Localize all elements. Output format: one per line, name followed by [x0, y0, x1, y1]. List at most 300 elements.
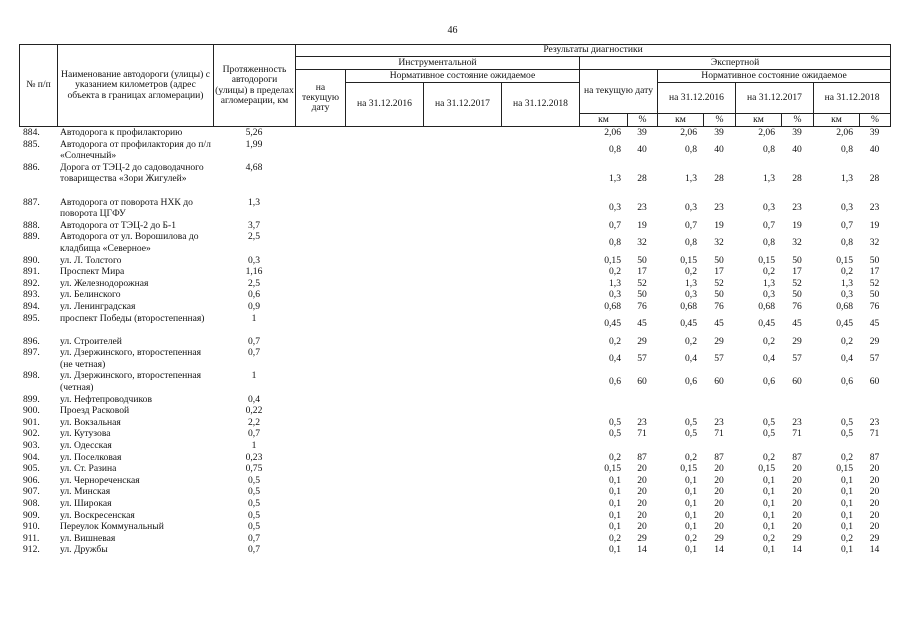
- exp-2018-pct: [859, 440, 890, 452]
- exp-current-pct: [627, 405, 657, 417]
- instr-2017: [423, 428, 501, 440]
- exp-2018-pct: 19: [869, 219, 880, 231]
- instr-2018: [501, 510, 579, 522]
- table-row: [19, 139, 890, 162]
- exp-current-pct: 29: [637, 532, 647, 544]
- exp-2018-km: 0,68: [836, 300, 853, 312]
- road-length: 0,5: [248, 474, 260, 486]
- instr-2017: [423, 452, 501, 464]
- exp-current-km: [579, 394, 627, 406]
- exp-2018-pct: 20: [869, 521, 880, 533]
- table-header: [19, 44, 891, 127]
- instr-2017: [423, 278, 501, 290]
- exp-2016-km: 0,15: [680, 254, 697, 266]
- instr-2018: [501, 428, 579, 440]
- exp-2016-pct: [703, 440, 735, 452]
- row-number: 888.: [23, 219, 40, 231]
- exp-current-pct: 50: [637, 254, 647, 266]
- table-row: [19, 452, 890, 464]
- instr-2018: [501, 475, 579, 487]
- header-exp-current: на текущую дату: [580, 70, 658, 114]
- instr-current: [295, 428, 345, 440]
- exp-2017-pct: 14: [792, 544, 802, 556]
- road-length: 0,5: [248, 486, 260, 498]
- instr-2016: [345, 544, 423, 556]
- road-length: 1: [251, 440, 257, 452]
- exp-2017-km: 0,1: [763, 474, 775, 486]
- exp-2017-km: [735, 405, 781, 417]
- exp-2018-km: 0,8: [841, 237, 853, 249]
- exp-current-km: 0,1: [609, 544, 621, 556]
- road-length: 3,7: [248, 219, 260, 231]
- instr-current: [295, 139, 345, 162]
- road-name: ул. Минская: [60, 486, 111, 498]
- row-number: 893.: [23, 289, 40, 301]
- road-name: ул. Вишневая: [60, 532, 116, 544]
- exp-current-km: 0,1: [609, 509, 621, 521]
- exp-current-km: [579, 405, 627, 417]
- exp-2018-pct: [859, 405, 890, 417]
- exp-2017-km: 0,68: [758, 300, 775, 312]
- instr-2017: [423, 405, 501, 417]
- instr-2016: [345, 498, 423, 510]
- instr-2016: [345, 417, 423, 429]
- exp-2018-km: 0,2: [841, 451, 853, 463]
- exp-2017-pct: 57: [792, 353, 802, 365]
- instr-2018: [501, 440, 579, 452]
- exp-2016-pct: 39: [714, 127, 724, 138]
- instr-2017: [423, 510, 501, 522]
- exp-current-km: 0,8: [609, 237, 621, 249]
- road-length: 1,3: [248, 196, 260, 208]
- exp-2017-pct: 32: [792, 237, 802, 249]
- exp-2018-km: 0,2: [841, 335, 853, 347]
- road-name: Автодорога от поворота НХК до поворота ЦГФУ: [60, 196, 193, 220]
- exp-2017-pct: 71: [792, 428, 802, 440]
- exp-2018-pct: 20: [869, 463, 880, 475]
- instr-2017: [423, 347, 501, 370]
- exp-2017-km: 0,1: [763, 498, 775, 510]
- road-length: 0,5: [248, 509, 260, 521]
- instr-current: [295, 463, 345, 475]
- instr-2017: [423, 220, 501, 232]
- exp-2018-km: 0,15: [836, 463, 853, 475]
- exp-current-pct: 20: [637, 521, 647, 533]
- exp-current-km: 1,3: [609, 173, 621, 185]
- instr-2016: [345, 347, 423, 370]
- instr-current: [295, 231, 345, 254]
- instr-current: [295, 255, 345, 267]
- instr-current: [295, 417, 345, 429]
- header-instr-2016: на 31.12.2016: [346, 83, 424, 127]
- exp-2016-pct: 87: [714, 451, 724, 463]
- exp-2017-pct: 28: [792, 173, 802, 185]
- instr-2017: [423, 394, 501, 406]
- road-length: 0,9: [248, 300, 260, 312]
- instr-2018: [501, 370, 579, 393]
- exp-2016-pct: 32: [714, 237, 724, 249]
- exp-current-km: 0,2: [609, 266, 621, 278]
- exp-current-km: 0,1: [609, 486, 621, 498]
- exp-current-km: 0,7: [609, 219, 621, 231]
- road-name: Проспект Мира: [60, 266, 125, 278]
- exp-2017-pct: 19: [792, 219, 802, 231]
- exp-2017-pct: 45: [792, 318, 802, 330]
- instr-2017: [423, 336, 501, 348]
- instr-2018: [501, 521, 579, 533]
- exp-2017-km: 0,4: [763, 353, 775, 365]
- unit-pct: %: [704, 114, 736, 127]
- exp-2017-km: 0,1: [763, 486, 775, 498]
- exp-2016-km: 0,45: [680, 318, 697, 330]
- row-number: 897.: [23, 347, 40, 359]
- road-length: 2,2: [248, 416, 260, 428]
- instr-current: [295, 162, 345, 197]
- exp-2016-km: 0,1: [685, 544, 697, 556]
- exp-2018-pct: 39: [869, 127, 880, 138]
- exp-2016-pct: 23: [714, 416, 724, 428]
- road-name: ул. Дружбы: [60, 544, 108, 556]
- instr-2016: [345, 255, 423, 267]
- table-row: [19, 428, 890, 440]
- road-name: ул. Дзержинского, второстепенная (не четная): [60, 347, 202, 370]
- instr-current: [295, 452, 345, 464]
- table-row: [19, 486, 890, 498]
- road-name: ул. Чернореченская: [60, 474, 140, 486]
- exp-2018-pct: 60: [869, 376, 880, 388]
- exp-current-pct: 32: [637, 237, 647, 249]
- exp-2016-pct: 19: [714, 219, 724, 231]
- exp-current-pct: 76: [637, 300, 647, 312]
- exp-2018-km: 0,4: [841, 353, 853, 365]
- road-length: 0,4: [248, 393, 260, 405]
- exp-2018-pct: 20: [869, 498, 880, 510]
- exp-2016-pct: [703, 405, 735, 417]
- instr-2016: [345, 370, 423, 393]
- exp-2017-pct: 23: [792, 416, 802, 428]
- instr-2016: [345, 521, 423, 533]
- exp-current-km: 0,5: [609, 428, 621, 440]
- exp-2016-km: 0,2: [685, 266, 697, 278]
- exp-2018-pct: 20: [869, 509, 880, 521]
- exp-current-pct: [627, 440, 657, 452]
- road-length: 4,68: [245, 161, 263, 173]
- header-results: Результаты диагностики: [296, 45, 891, 57]
- row-number: 905.: [23, 463, 40, 475]
- exp-2017-pct: 20: [792, 463, 802, 475]
- exp-current-km: 0,15: [604, 254, 621, 266]
- exp-2018-pct: 23: [869, 202, 880, 214]
- instr-current: [295, 405, 345, 417]
- exp-2016-km: 0,15: [680, 463, 697, 475]
- exp-2016-km: 0,8: [685, 237, 697, 249]
- exp-2017-pct: 29: [792, 532, 802, 544]
- table-row: [19, 521, 890, 533]
- exp-current-km: 2,06: [604, 127, 621, 138]
- header-length: Протяженность автодороги (улицы) в пределах агломерации, км: [214, 45, 296, 127]
- instr-2018: [501, 347, 579, 370]
- road-length: 0,7: [248, 544, 260, 556]
- table-row: [19, 220, 890, 232]
- exp-2016-km: [657, 440, 703, 452]
- instr-2018: [501, 255, 579, 267]
- exp-current-pct: 71: [637, 428, 647, 440]
- exp-current-km: 0,5: [609, 416, 621, 428]
- exp-2016-pct: 28: [714, 173, 724, 185]
- exp-2018-km: 0,1: [841, 486, 853, 498]
- road-length: 5,26: [245, 127, 263, 138]
- exp-2018-km: 1,3: [841, 173, 853, 185]
- exp-2016-pct: 20: [714, 498, 724, 510]
- instr-2016: [345, 428, 423, 440]
- row-number: 900.: [23, 405, 40, 417]
- instr-current: [295, 313, 345, 336]
- instr-current: [295, 521, 345, 533]
- instr-2017: [423, 266, 501, 278]
- table-row: [19, 347, 890, 370]
- page-number: 46: [447, 25, 458, 36]
- instr-2017: [423, 533, 501, 545]
- exp-2018-pct: 32: [869, 237, 880, 249]
- row-number: 910.: [23, 521, 40, 533]
- exp-2018-pct: 40: [869, 144, 880, 156]
- instr-2017: [423, 370, 501, 393]
- exp-current-pct: 45: [637, 318, 647, 330]
- exp-current-km: 0,68: [604, 300, 621, 312]
- instr-2018: [501, 231, 579, 254]
- exp-current-km: 0,3: [609, 202, 621, 214]
- exp-2017-km: [735, 394, 781, 406]
- instr-2018: [501, 336, 579, 348]
- row-number: 903.: [23, 440, 40, 452]
- exp-2016-km: 0,4: [685, 353, 697, 365]
- exp-2018-km: 0,6: [841, 376, 853, 388]
- road-name: проспект Победы (второстепенная): [60, 312, 205, 324]
- instr-2016: [345, 162, 423, 197]
- instr-2016: [345, 394, 423, 406]
- road-name: ул. Л. Толстого: [60, 254, 122, 266]
- road-name: Автодорога от ул. Ворошилова до кладбища «Северное»: [60, 231, 199, 254]
- row-number: 906.: [23, 474, 40, 486]
- exp-2017-km: 1,3: [763, 173, 775, 185]
- row-number: 884.: [23, 127, 40, 138]
- header-num: № п/п: [20, 45, 58, 127]
- table-row: [19, 162, 890, 197]
- exp-2018-km: 0,3: [841, 202, 853, 214]
- exp-2016-pct: 17: [714, 266, 724, 278]
- row-number: 901.: [23, 416, 40, 428]
- exp-2018-km: 0,1: [841, 544, 853, 556]
- instr-current: [295, 301, 345, 313]
- exp-2018-pct: 50: [869, 254, 880, 266]
- exp-2017-pct: 50: [792, 289, 802, 301]
- exp-current-pct: 52: [637, 277, 647, 289]
- exp-current-pct: 40: [637, 144, 647, 156]
- instr-2016: [345, 475, 423, 487]
- road-length: 0,5: [248, 498, 260, 510]
- table-row: [19, 301, 890, 313]
- exp-current-km: 0,45: [604, 318, 621, 330]
- exp-2016-km: 1,3: [685, 277, 697, 289]
- instr-2017: [423, 301, 501, 313]
- exp-2017-km: 0,6: [763, 376, 775, 388]
- exp-2018-pct: 87: [869, 451, 880, 463]
- exp-2018-pct: 76: [869, 300, 880, 312]
- exp-2016-pct: 57: [714, 353, 724, 365]
- exp-2017-pct: 20: [792, 486, 802, 498]
- instr-2016: [345, 405, 423, 417]
- instr-2017: [423, 498, 501, 510]
- exp-2018-km: 0,5: [841, 428, 853, 440]
- exp-2016-pct: 50: [714, 254, 724, 266]
- exp-current-pct: 87: [637, 451, 647, 463]
- exp-2018-km: 0,3: [841, 289, 853, 301]
- instr-2018: [501, 498, 579, 510]
- exp-2018-pct: 29: [869, 335, 880, 347]
- row-number: 908.: [23, 498, 40, 510]
- instr-current: [295, 394, 345, 406]
- exp-2018-km: 0,1: [841, 521, 853, 533]
- exp-2017-pct: 20: [792, 474, 802, 486]
- exp-2017-km: 0,3: [763, 202, 775, 214]
- instr-2017: [423, 463, 501, 475]
- exp-2016-km: 0,2: [685, 451, 697, 463]
- instr-current: [295, 197, 345, 220]
- road-name: ул. Дзержинского, второстепенная (четная): [60, 370, 202, 394]
- exp-2018-km: 2,06: [836, 127, 853, 138]
- exp-current-pct: 17: [637, 266, 647, 278]
- instr-2017: [423, 289, 501, 301]
- exp-2018-km: 1,3: [841, 277, 853, 289]
- exp-current-pct: 20: [637, 486, 647, 498]
- exp-2017-pct: 17: [792, 266, 802, 278]
- table-row: [19, 394, 890, 406]
- exp-2018-pct: [859, 394, 890, 406]
- exp-2016-km: 0,2: [685, 335, 697, 347]
- exp-current-km: 0,3: [609, 289, 621, 301]
- row-number: 885.: [23, 138, 40, 150]
- instr-2018: [501, 405, 579, 417]
- table-row: [19, 289, 890, 301]
- exp-2017-km: 0,1: [763, 544, 775, 556]
- exp-2017-pct: 50: [792, 254, 802, 266]
- road-length: 0,7: [248, 347, 260, 359]
- road-name: Автодорога от профилактория до п/л «Солнечный»: [60, 138, 211, 162]
- header-exp-normative: Нормативное состояние ожидаемое: [658, 70, 891, 83]
- row-number: 889.: [23, 231, 40, 243]
- exp-2017-km: 0,2: [763, 335, 775, 347]
- exp-2017-km: 0,15: [758, 254, 775, 266]
- table-row: [19, 498, 890, 510]
- exp-2018-km: 0,2: [841, 266, 853, 278]
- road-name: Автодорога от ТЭЦ-2 до Б-1: [60, 219, 177, 231]
- exp-2016-pct: 45: [714, 318, 724, 330]
- instr-current: [295, 486, 345, 498]
- exp-2016-km: 0,3: [685, 202, 697, 214]
- exp-current-km: 0,1: [609, 521, 621, 533]
- exp-2017-pct: 39: [792, 127, 802, 138]
- exp-2016-km: 0,7: [685, 219, 697, 231]
- exp-2018-pct: 52: [869, 277, 880, 289]
- exp-2016-pct: 20: [714, 521, 724, 533]
- road-length: 0,5: [248, 521, 260, 533]
- road-name: Проезд Расковой: [60, 405, 130, 417]
- header-exp-2016: на 31.12.2016: [658, 83, 736, 114]
- exp-2018-km: 0,15: [836, 254, 853, 266]
- exp-current-pct: 57: [637, 353, 647, 365]
- instr-2018: [501, 394, 579, 406]
- instr-2018: [501, 139, 579, 162]
- exp-2018-pct: 71: [869, 428, 880, 440]
- exp-2017-km: 0,1: [763, 509, 775, 521]
- exp-2017-km: 0,5: [763, 428, 775, 440]
- instr-2018: [501, 266, 579, 278]
- road-length: 0,6: [248, 289, 260, 301]
- instr-current: [295, 510, 345, 522]
- exp-2017-km: 0,2: [763, 532, 775, 544]
- exp-2018-km: [813, 405, 859, 417]
- table-row: [19, 313, 890, 336]
- exp-2016-km: [657, 405, 703, 417]
- table-row: [19, 231, 890, 254]
- instr-current: [295, 266, 345, 278]
- table-row: [19, 463, 890, 475]
- instr-current: [295, 533, 345, 545]
- instr-2018: [501, 417, 579, 429]
- row-number: 904.: [23, 451, 40, 463]
- row-number: 911.: [23, 532, 40, 544]
- row-number: 898.: [23, 370, 40, 382]
- exp-2016-km: 0,5: [685, 416, 697, 428]
- exp-2017-pct: 20: [792, 521, 802, 533]
- instr-2018: [501, 289, 579, 301]
- road-name: ул. Строителей: [60, 335, 122, 347]
- row-number: 894.: [23, 300, 40, 312]
- road-length: 1,16: [245, 266, 263, 278]
- exp-2018-pct: 45: [869, 318, 880, 330]
- table-row: [19, 475, 890, 487]
- road-name: ул. Белинского: [60, 289, 121, 301]
- unit-pct: %: [628, 114, 658, 127]
- instr-2018: [501, 220, 579, 232]
- exp-2017-km: 1,3: [763, 277, 775, 289]
- header-expert: Экспертной: [580, 57, 891, 70]
- exp-current-km: 0,1: [609, 474, 621, 486]
- instr-current: [295, 347, 345, 370]
- road-length: 2,5: [248, 277, 260, 289]
- exp-2017-pct: 76: [792, 300, 802, 312]
- exp-2016-pct: [703, 394, 735, 406]
- table-row: [19, 544, 890, 556]
- instr-2017: [423, 440, 501, 452]
- road-name: Автодорога к профилакторию: [60, 127, 183, 138]
- exp-2016-km: [657, 394, 703, 406]
- instr-2017: [423, 475, 501, 487]
- exp-2018-km: 0,45: [836, 318, 853, 330]
- exp-2018-km: 0,7: [841, 219, 853, 231]
- road-name: ул. Железнодорожная: [60, 277, 149, 289]
- row-number: 912.: [23, 544, 40, 556]
- exp-2016-km: 0,8: [685, 144, 697, 156]
- exp-2017-pct: [781, 405, 813, 417]
- table-row: [19, 440, 890, 452]
- road-name: Дорога от ТЭЦ-2 до садоводачного товарищества «Зори Жигулей»: [60, 161, 204, 185]
- exp-current-pct: 20: [637, 463, 647, 475]
- exp-current-pct: 29: [637, 335, 647, 347]
- instr-2018: [501, 544, 579, 556]
- instr-2016: [345, 510, 423, 522]
- road-length: 0,7: [248, 532, 260, 544]
